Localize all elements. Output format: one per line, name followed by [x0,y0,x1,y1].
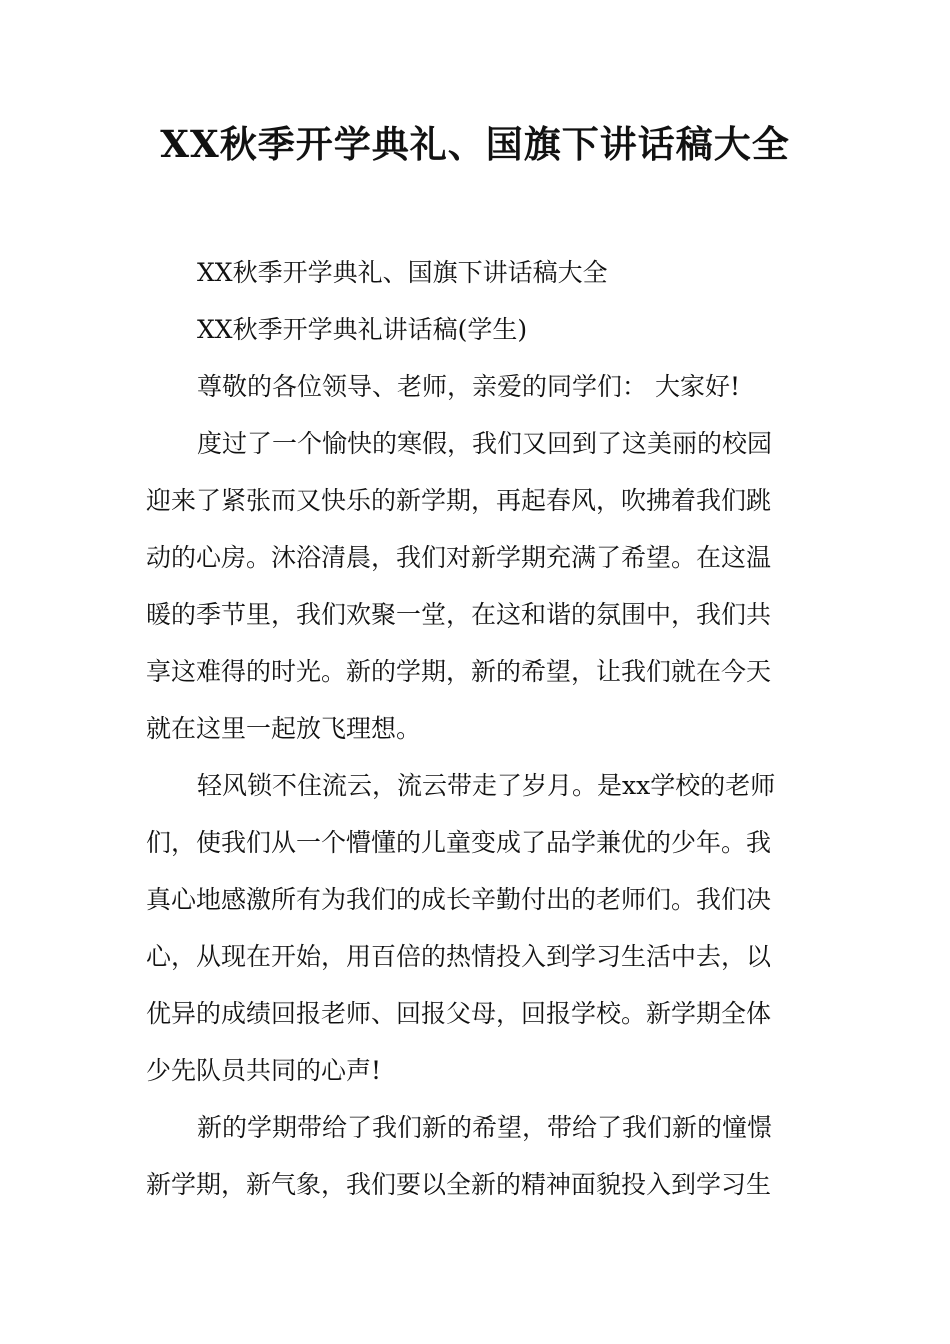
body-line: 就在这里一起放飞理想。 [146,714,422,743]
body-line: 迎来了紧张而又快乐的新学期，再起春风，吹拂着我们跳 [146,486,772,515]
body-line: 轻风锁不住流云，流云带走了岁月。是xx学校的老师 [197,771,776,800]
document-title: XX秋季开学典礼、国旗下讲话稿大全 [160,122,790,166]
body-line: 动的心房。沐浴清晨，我们对新学期充满了希望。在这温 [146,543,772,572]
body-line: 享这难得的时光。新的学期，新的希望，让我们就在今天 [146,657,772,686]
body-line: 暖的季节里，我们欢聚一堂，在这和谐的氛围中，我们共 [146,600,772,629]
body-line: 度过了一个愉快的寒假，我们又回到了这美丽的校园 [197,429,773,458]
body-line: XX秋季开学典礼讲话稿(学生) [197,315,528,344]
body-line: 尊敬的各位领导、老师，亲爱的同学们： 大家好! [197,372,740,401]
body-line: 新的学期带给了我们新的希望，带给了我们新的憧憬 [197,1113,773,1142]
body-line: 优异的成绩回报老师、回报父母，回报学校。新学期全体 [146,999,772,1028]
body-line: XX秋季开学典礼、国旗下讲话稿大全 [197,258,608,287]
body-line: 们，使我们从一个懵懂的儿童变成了品学兼优的少年。我 [146,828,772,857]
document-body [146,244,806,1213]
body-line: 心，从现在开始，用百倍的热情投入到学习生活中去，以 [146,942,772,971]
body-line: 真心地感激所有为我们的成长辛勤付出的老师们。我们决 [146,885,772,914]
body-line: 少先队员共同的心声! [146,1056,382,1085]
body-line: 新学期，新气象，我们要以全新的精神面貌投入到学习生 [146,1170,772,1199]
